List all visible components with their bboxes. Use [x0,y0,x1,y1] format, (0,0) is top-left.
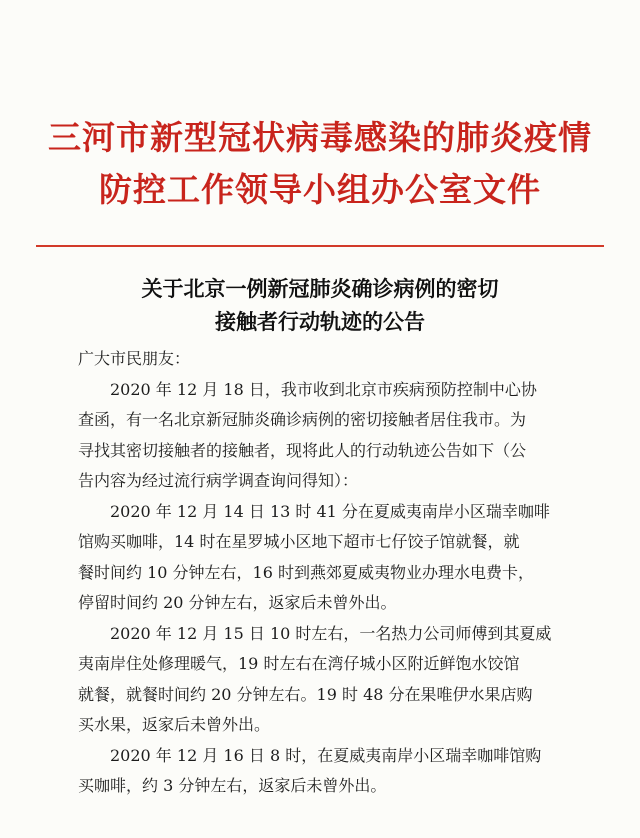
title-line-1: 关于北京一例新冠肺炎确诊病例的密切 [141,277,499,301]
paragraph-line: 寻找其密切接触者的接触者，现将此人的行动轨迹公告如下（公 [78,440,527,460]
issuing-authority-header [0,112,640,216]
paragraph-1 [78,375,604,497]
paragraph-line: 2020 年 12 月 18 日，我市收到北京市疾病预防控制中心协 [110,379,537,399]
paragraph-3 [78,619,604,741]
header-line-1: 三河市新型冠状病毒感染的肺炎疫情 [48,118,592,157]
paragraph-2 [78,497,604,619]
paragraph-line: 2020 年 12 月 15 日 10 时左右，一名热力公司师傅到其夏威 [110,623,552,643]
header-line-2: 防控工作领导小组办公室文件 [99,170,541,209]
paragraph-line: 馆购买咖啡，14 时在星罗城小区地下超市七仔饺子馆就餐，就 [78,532,520,551]
red-separator-line [36,245,604,247]
paragraph-line: 告内容为经过流行病学调查询问得知）： [78,471,359,490]
paragraph-line: 就餐，就餐时间约 20 分钟左右。19 时 48 分在果唯伊水果店购 [78,684,533,704]
paragraph-4 [78,741,604,802]
announcement-title [0,273,640,339]
paragraph-line: 2020 年 12 月 14 日 13 时 41 分在夏威夷南岸小区瑞幸咖啡 [110,501,550,521]
paragraph-line: 2020 年 12 月 16 日 8 时，在夏威夷南岸小区瑞幸咖啡馆购 [110,745,542,765]
paragraph-line: 夷南岸住处修理暖气，19 时左右在湾仔城小区附近鲜饱水饺馆 [78,654,520,673]
paragraph-line: 查函，有一名北京新冠肺炎确诊病例的密切接触者居住我市。为 [78,410,527,429]
paragraph-line: 停留时间约 20 分钟左右，返家后未曾外出。 [78,593,397,612]
greeting: 广大市民朋友： [78,349,191,368]
announcement-body [78,344,604,802]
paragraph-line: 买水果，返家后未曾外出。 [78,715,271,734]
title-line-2: 接触者行动轨迹的公告 [215,310,425,334]
paragraph-line: 买咖啡，约 3 分钟左右，返家后未曾外出。 [78,776,387,795]
paragraph-line: 餐时间约 10 分钟左右，16 时到燕郊夏威夷物业办理水电费卡， [78,562,534,582]
